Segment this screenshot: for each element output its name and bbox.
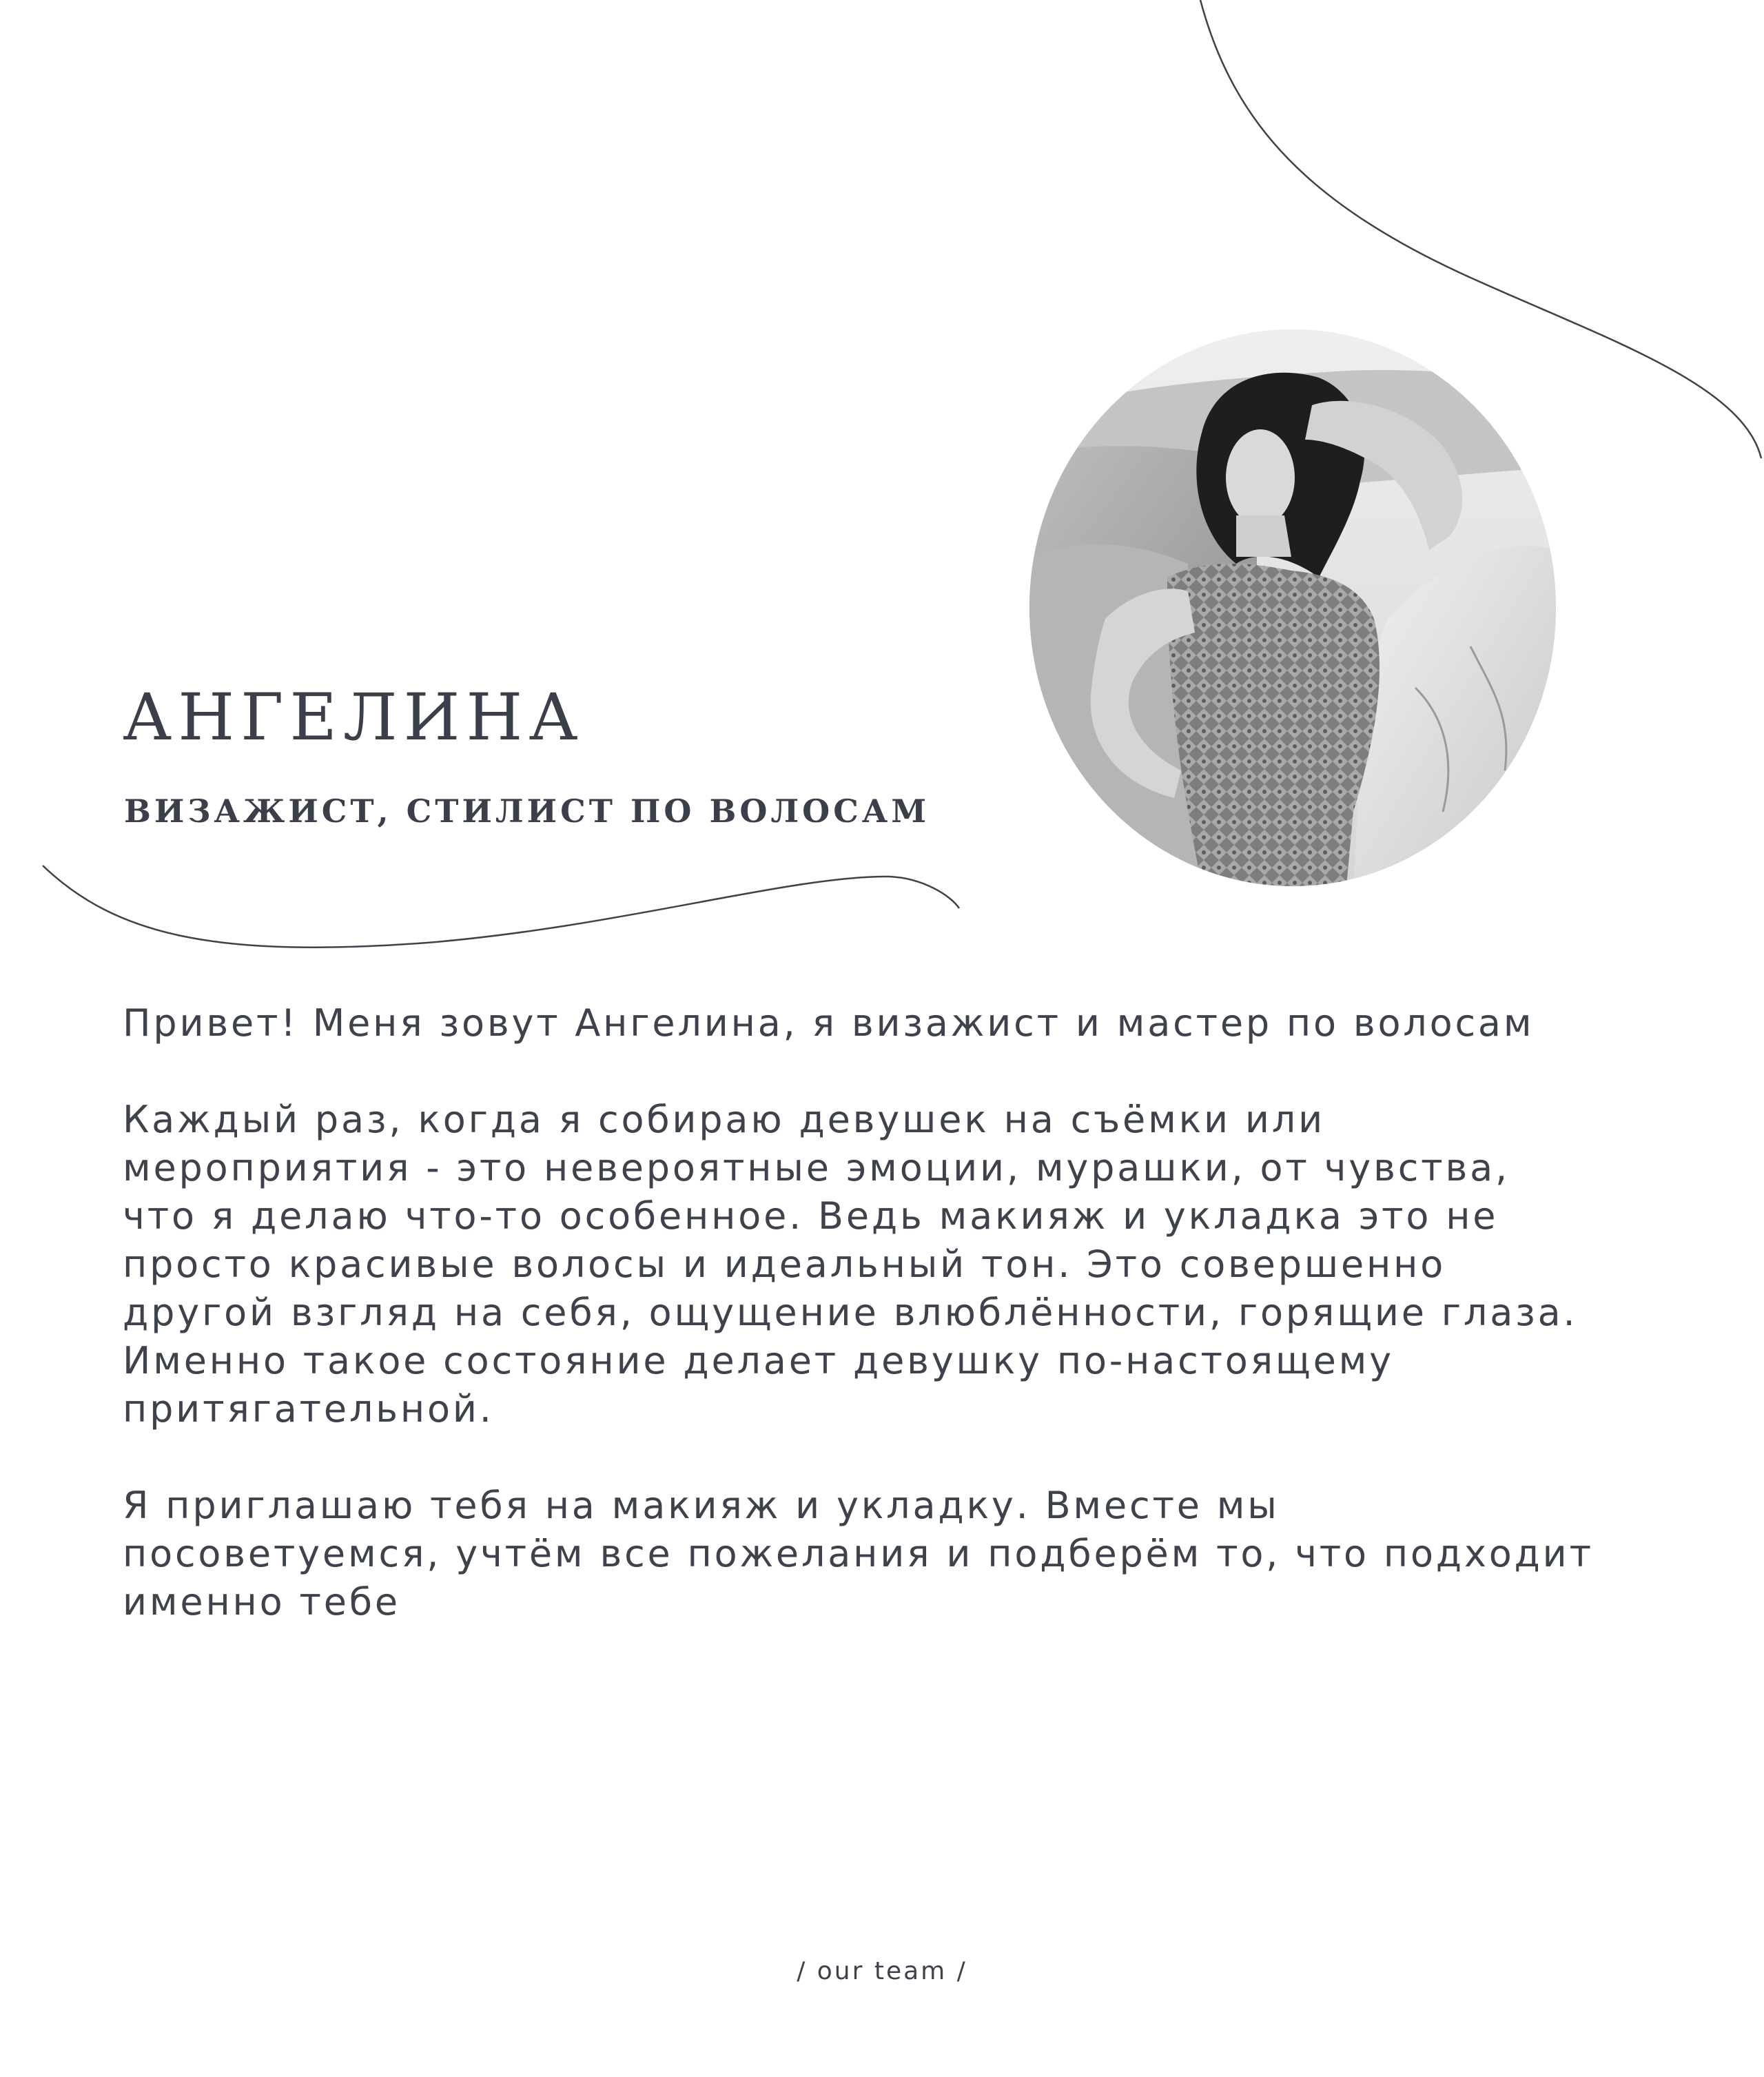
bio-text xyxy=(123,999,1597,1626)
footer-section-tag: / our team / xyxy=(797,1957,967,1985)
divider-curve xyxy=(43,866,959,948)
profile-role: ВИЗАЖИСТ, СТИЛИСТ ПО ВОЛОСАМ xyxy=(124,792,930,830)
bio-paragraph: Я приглашаю тебя на макияж и укладку. Вместе мы посоветуемся, учтём все пожелания и подберём то, что подходит именно тебе xyxy=(123,1484,1594,1624)
bio-paragraph: Привет! Меня зовут Ангелина, я визажист и мастер по волосам xyxy=(123,1001,1535,1045)
profile-name: АНГЕЛИНА xyxy=(123,680,584,755)
portrait-photo xyxy=(1029,329,1556,886)
bio-paragraph: Каждый раз, когда я собираю девушек на съёмки или мероприятия - это невероятные эмоции, мурашки, от чувства, что я делаю что-то особенное. Ведь макияж и укладка это не просто красивые волосы и идеальный тон. Это совершенно другой взгляд на себя, ощущение влюблённости, горящие глаза. Именно такое состояние делает девушку по-настоящему притягательной. xyxy=(123,1098,1578,1431)
